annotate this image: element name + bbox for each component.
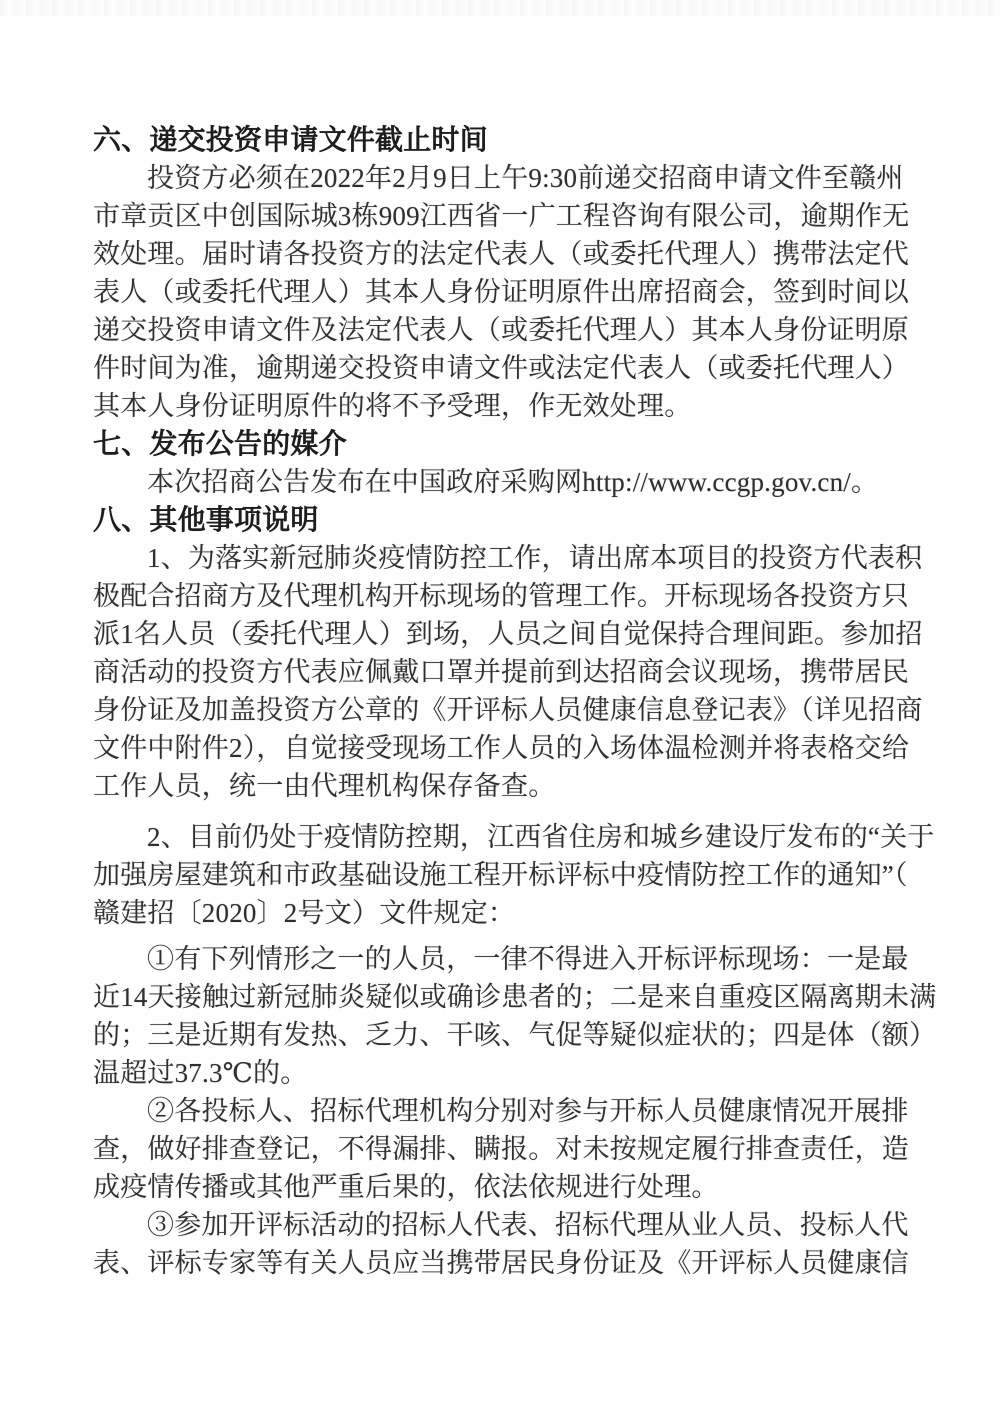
text-line-with-url: 本次招商公告发布在中国政府采购网http://www.ccgp.gov.cn/。 bbox=[147, 467, 879, 497]
text-line: 商活动的投资方代表应佩戴口罩并提前到达招商会议现场，携带居民 bbox=[93, 657, 909, 687]
text-line: 效处理。届时请各投资方的法定代表人（或委托代理人）携带法定代 bbox=[93, 239, 909, 269]
text-line: 成疫情传播或其他严重后果的，依法依规进行处理。 bbox=[93, 1172, 719, 1202]
heading-section-7: 七、发布公告的媒介 bbox=[93, 428, 347, 459]
text-line: ①有下列情形之一的人员，一律不得进入开标评标现场：一是最 bbox=[147, 944, 909, 974]
scan-artifact-band bbox=[0, 0, 1000, 16]
heading-section-6: 六、递交投资申请文件截止时间 bbox=[93, 124, 488, 155]
text-line: 文件中附件2），自觉接受现场工作人员的入场体温检测并将表格交给 bbox=[93, 733, 910, 763]
text-line: 表、评标专家等有关人员应当携带居民身份证及《开评标人员健康信 bbox=[93, 1248, 909, 1278]
text-line: 市章贡区中创国际城3栋909江西省一广工程咨询有限公司，逾期作无 bbox=[93, 201, 910, 231]
text-line: 查，做好排查登记，不得漏排、瞒报。对未按规定履行排查责任，造 bbox=[93, 1134, 909, 1164]
text-line: 加强房屋建筑和市政基础设施工程开标评标中疫情防控工作的通知”（ bbox=[93, 860, 908, 890]
text-line: 2、目前仍处于疫情防控期，江西省住房和城乡建设厅发布的“关于 bbox=[147, 822, 935, 852]
text-line: 温超过37.3℃的。 bbox=[93, 1058, 308, 1088]
text-line: 表人（或委托代理人）其本人身份证明原件出席招商会，签到时间以 bbox=[93, 277, 909, 307]
text-line: 赣建招〔2020〕2号文）文件规定： bbox=[93, 898, 516, 928]
text-line: ②各投标人、招标代理机构分别对参与开标人员健康情况开展排 bbox=[147, 1096, 909, 1126]
text-line: 工作人员，统一由代理机构保存备查。 bbox=[93, 771, 556, 801]
text-line: 其本人身份证明原件的将不予受理，作无效处理。 bbox=[93, 391, 692, 421]
text-line: 身份证及加盖投资方公章的《开评标人员健康信息登记表》（详见招商 bbox=[93, 695, 923, 725]
text-line: 的；三是近期有发热、乏力、干咳、气促等疑似症状的；四是体（额） bbox=[93, 1020, 937, 1050]
text-line: ③参加开评标活动的招标人代表、招标代理从业人员、投标人代 bbox=[147, 1210, 909, 1240]
text-line: 近14天接触过新冠肺炎疑似或确诊患者的；二是来自重疫区隔离期未满 bbox=[93, 982, 937, 1012]
heading-section-8: 八、其他事项说明 bbox=[93, 504, 319, 535]
text-line: 派1名人员（委托代理人）到场，人员之间自觉保持合理间距。参加招 bbox=[93, 619, 923, 649]
text-line: 1、为落实新冠肺炎疫情防控工作，请出席本项目的投资方代表积 bbox=[147, 543, 923, 573]
document-content bbox=[93, 121, 941, 1282]
text-line: 投资方必须在2022年2月9日上午9:30前递交招商申请文件至赣州 bbox=[147, 163, 904, 193]
text-line: 极配合招商方及代理机构开标现场的管理工作。开标现场各投资方只 bbox=[93, 581, 909, 611]
text-line: 件时间为准，逾期递交投资申请文件或法定代表人（或委托代理人） bbox=[93, 353, 909, 383]
text-line: 递交投资申请文件及法定代表人（或委托代理人）其本人身份证明原 bbox=[93, 315, 909, 345]
